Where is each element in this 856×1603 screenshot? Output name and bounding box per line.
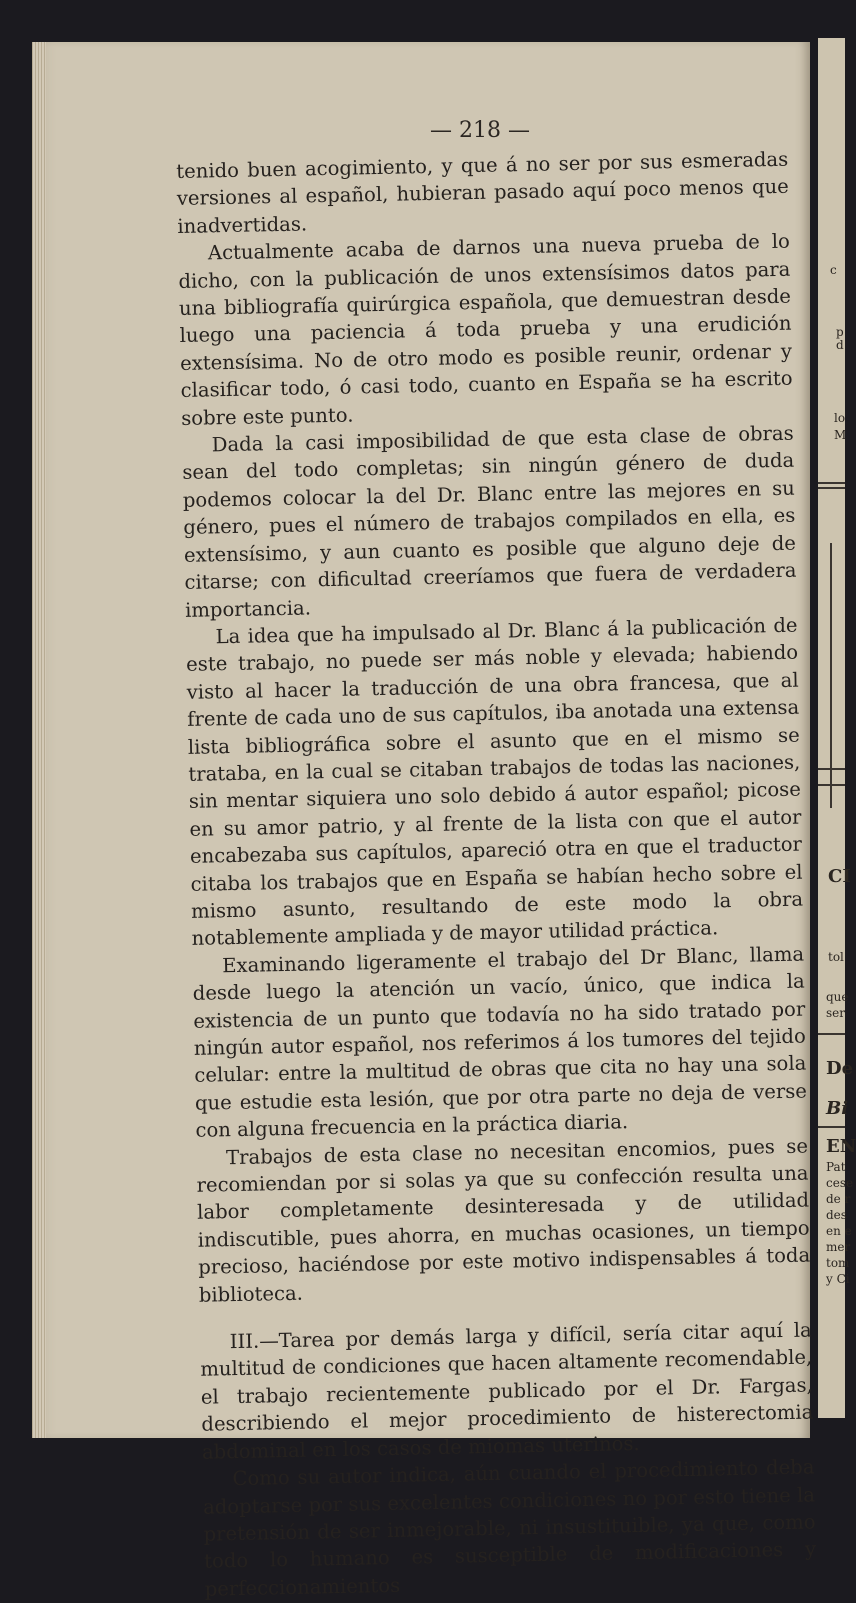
paragraph: Actualmente acaba de darnos una nueva prueba de lo dicho, con la publicación de unos extensísimos datos para una bibliografía quirúrgica española, que demuestran desde luego una paciencia á toda prueba y una erudición extensísima. No de otro modo es posible reunir, ordenar y clasificar todo, ó casi todo, cuanto en España se ha escrito sobre este punto. (178, 229, 793, 430)
adjacent-fragment: lo (834, 411, 846, 425)
adjacent-heading: De (826, 1058, 854, 1079)
adjacent-fragment: Pat (826, 1160, 846, 1174)
adjacent-fragment: d (836, 338, 844, 352)
adjacent-fragment: en e (826, 1224, 852, 1238)
section-iii-paragraph: III.—Tarea por demás larga y difícil, sería citar aquí la multitud de condiciones que hacen altamente recomendable, el trabajo recientemente publicado por el Dr. Fargas, describiendo el mejor procedimiento de histerectomia abdominal en los casos de miomas uterinos. (200, 1318, 814, 1464)
body-text (176, 146, 817, 1603)
paragraph: Trabajos de esta clase no necesitan encomios, pues se recomiendan por si solas ya que su confección resulta una labor completamente desinteresada y de utilidad indiscutible, pues ahorra, en muchas ocasiones, un tiempo precioso, haciéndose por este motivo indispensables á toda biblioteca. (196, 1134, 811, 1307)
adjacent-fragment: que (826, 990, 849, 1004)
adjacent-rule (818, 487, 845, 489)
adjacent-heading: EN (826, 1136, 856, 1157)
adjacent-rule (818, 784, 845, 786)
adjacent-fragment: mer (826, 1240, 851, 1254)
adjacent-fragment: des (826, 1208, 847, 1222)
adjacent-heading: CI (828, 866, 851, 887)
adjacent-fragment: y Ci (826, 1272, 850, 1286)
adjacent-fragment: ser (826, 1006, 845, 1020)
adjacent-fragment: cese (826, 1176, 854, 1190)
paragraph: Como su autor indica, aún cuando el procedimiento deba adoptarse por sus excelentes condiciones no por esto tiene la pretensión de ser inmejorable, ni insustituible, ya que, como todo lo humano es susceptible de modificaciones y perfeccionamientos (202, 1455, 817, 1601)
adjacent-fragment: de r (826, 1192, 851, 1206)
adjacent-fragment: tom (826, 1256, 850, 1270)
adjacent-rule (818, 1126, 845, 1128)
adjacent-rule (818, 1033, 845, 1035)
adjacent-fragment: M (834, 428, 847, 442)
adjacent-rule (818, 482, 845, 484)
adjacent-rule (818, 768, 845, 770)
adjacent-fragment: p (836, 325, 844, 339)
adjacent-page (818, 38, 856, 1418)
paragraph: La idea que ha impulsado al Dr. Blanc á la publicación de este trabajo, no puede ser más noble y elevada; habiendo visto al hacer la traducción de una obra francesa, que al frente de cada uno de sus capítulos, iba anotada una extensa lista bibliográfica sobre el asunto que en el mismo se trataba, en la cual se citaban trabajos de todas las naciones, sin mentar siquiera uno solo debido á autor español; picose en su amor patrio, y al frente de la lista con que el autor encabezaba sus capítulos, apareció otra en que el traductor citaba los trabajos que en España se habían hecho sobre el mismo asunto, resultando de este modo la obra notablemente ampliada y de mayor utilidad práctica. (185, 613, 804, 951)
page-number: — 218 — (430, 118, 530, 143)
paragraph: Dada la casi imposibilidad de que esta clase de obras sean del todo completas; sin ningún género de duda podemos colocar la del Dr. Blanc entre las mejores en su género, pues el número de trabajos compilados en ella, es extensísimo, y aun cuanto es posible que alguno deje de citarse; con dificultad creeríamos que fuera de verdadera importancia. (182, 421, 797, 622)
page-edge (32, 42, 46, 1438)
adjacent-fragment: tol (828, 950, 844, 964)
adjacent-heading: Bi (826, 1098, 849, 1119)
paragraph: Examinando ligeramente el trabajo del Dr Blanc, llama desde luego la atención un vacío, único, que indica la existencia de un punto que todavía no ha sido tratado por ningún autor español, nos referimos á los tumores del tejido celular: entre la multitud de obras que cita no hay una sola que estudie esta lesión, que por otra parte no deja de verse con alguna frecuencia en la práctica diaria. (192, 942, 808, 1143)
paragraph: tenido buen acogimiento, y que á no ser por sus esmeradas versiones al español, hubieran pasado aquí poco menos que inadvertidas. (176, 147, 789, 238)
adjacent-fragment: c (830, 263, 837, 277)
